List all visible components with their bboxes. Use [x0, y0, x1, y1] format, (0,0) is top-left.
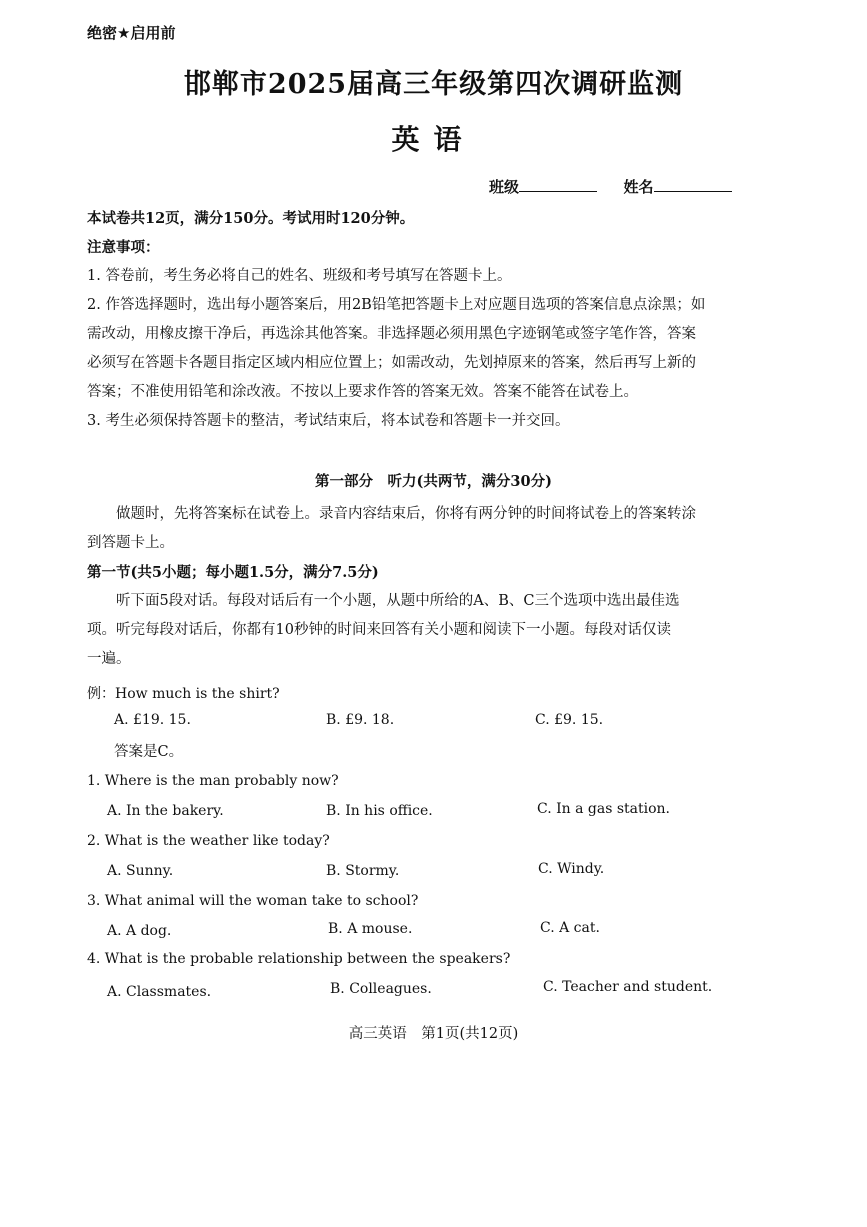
q3-option-c: C. A cat. [540, 920, 600, 936]
exam-notes [87, 204, 705, 436]
q4-option-c: C. Teacher and student. [543, 979, 713, 995]
q1-option-a: A. In the bakery. [107, 803, 224, 819]
example-option-a: A. £19. 15. [114, 712, 191, 728]
notice-heading: 注意事项： [87, 239, 160, 256]
q4-option-a: A. Classmates. [107, 984, 212, 1000]
question-2: 2. What is the weather like today? [87, 833, 330, 849]
notice-line: 需改动，用橡皮擦干净后，再选涂其他答案。非选择题必须用黑色字迹钢笔或签字笔作答，答案 [87, 326, 696, 342]
q3-option-a: A. A dog. [107, 923, 172, 939]
example-option-b: B. £9. 18. [326, 712, 395, 728]
q2-option-c: C. Windy. [538, 861, 605, 877]
confidential-mark: 绝密★启用前 [87, 24, 176, 42]
q2-option-b: B. Stormy. [326, 863, 400, 879]
q2-option-a: A. Sunny. [107, 863, 174, 879]
exam-title: 邯郸市2025届高三年级第四次调研监测 [183, 69, 684, 100]
class-name-fields [489, 176, 732, 197]
section-instruction-line: 听下面5段对话。每段对话后有一个小题，从题中所给的A、B、C三个选项中选出最佳选 [116, 593, 680, 609]
exam-summary: 本试卷共12页，满分150分。考试用时120分钟。 [87, 210, 415, 227]
question-1: 1. Where is the man probably now? [87, 773, 339, 789]
part-title: 第一部分 听力(共两节，满分30分) [315, 473, 552, 490]
q4-option-b: B. Colleagues. [330, 981, 432, 997]
notice-line: 1. 答卷前，考生务必将自己的姓名、班级和考号填写在答题卡上。 [87, 268, 512, 284]
instruction-line: 做题时，先将答案标在试卷上。录音内容结束后，你将有两分钟的时间将试卷上的答案转涂 [116, 506, 696, 522]
subject-title: 英语 [391, 123, 476, 156]
question-4: 4. What is the probable relationship between the speakers? [87, 951, 511, 967]
class-label: 班级 [489, 178, 520, 196]
q1-option-c: C. In a gas station. [537, 801, 671, 817]
q1-option-b: B. In his office. [326, 803, 433, 819]
notice-line: 2. 作答选择题时，选出每小题答案后，用2B铅笔把答题卡上对应题目选项的答案信息点涂黑；如 [87, 297, 706, 313]
example-answer: 答案是C。 [114, 744, 184, 760]
example-question: 例：How much is the shirt? [87, 686, 280, 702]
example-option-c: C. £9. 15. [535, 712, 604, 728]
section-instruction-line: 一遍。 [87, 651, 131, 667]
part-instructions [87, 500, 757, 674]
section-title: 第一节(共5小题；每小题1.5分，满分7.5分) [87, 564, 379, 581]
notice-line: 答案；不准使用铅笔和涂改液。不按以上要求作答的答案无效。答案不能答在试卷上。 [87, 384, 638, 400]
name-blank [654, 177, 732, 192]
section-instruction-line: 项。听完每段对话后，你都有10秒钟的时间来回答有关小题和阅读下一小题。每段对话仅读 [87, 622, 671, 638]
instruction-line: 到答题卡上。 [87, 535, 174, 551]
notice-line: 必须写在答题卡各题目指定区域内相应位置上；如需改动，先划掉原来的答案，然后再写上新的 [87, 355, 696, 371]
question-3: 3. What animal will the woman take to school? [87, 893, 419, 909]
q3-option-b: B. A mouse. [328, 921, 413, 937]
class-blank [519, 177, 597, 192]
notice-line: 3. 考生必须保持答题卡的整洁，考试结束后，将本试卷和答题卡一并交回。 [87, 413, 570, 429]
page-footer: 高三英语 第1页(共12页) [348, 1026, 519, 1042]
name-label: 姓名 [623, 178, 654, 196]
